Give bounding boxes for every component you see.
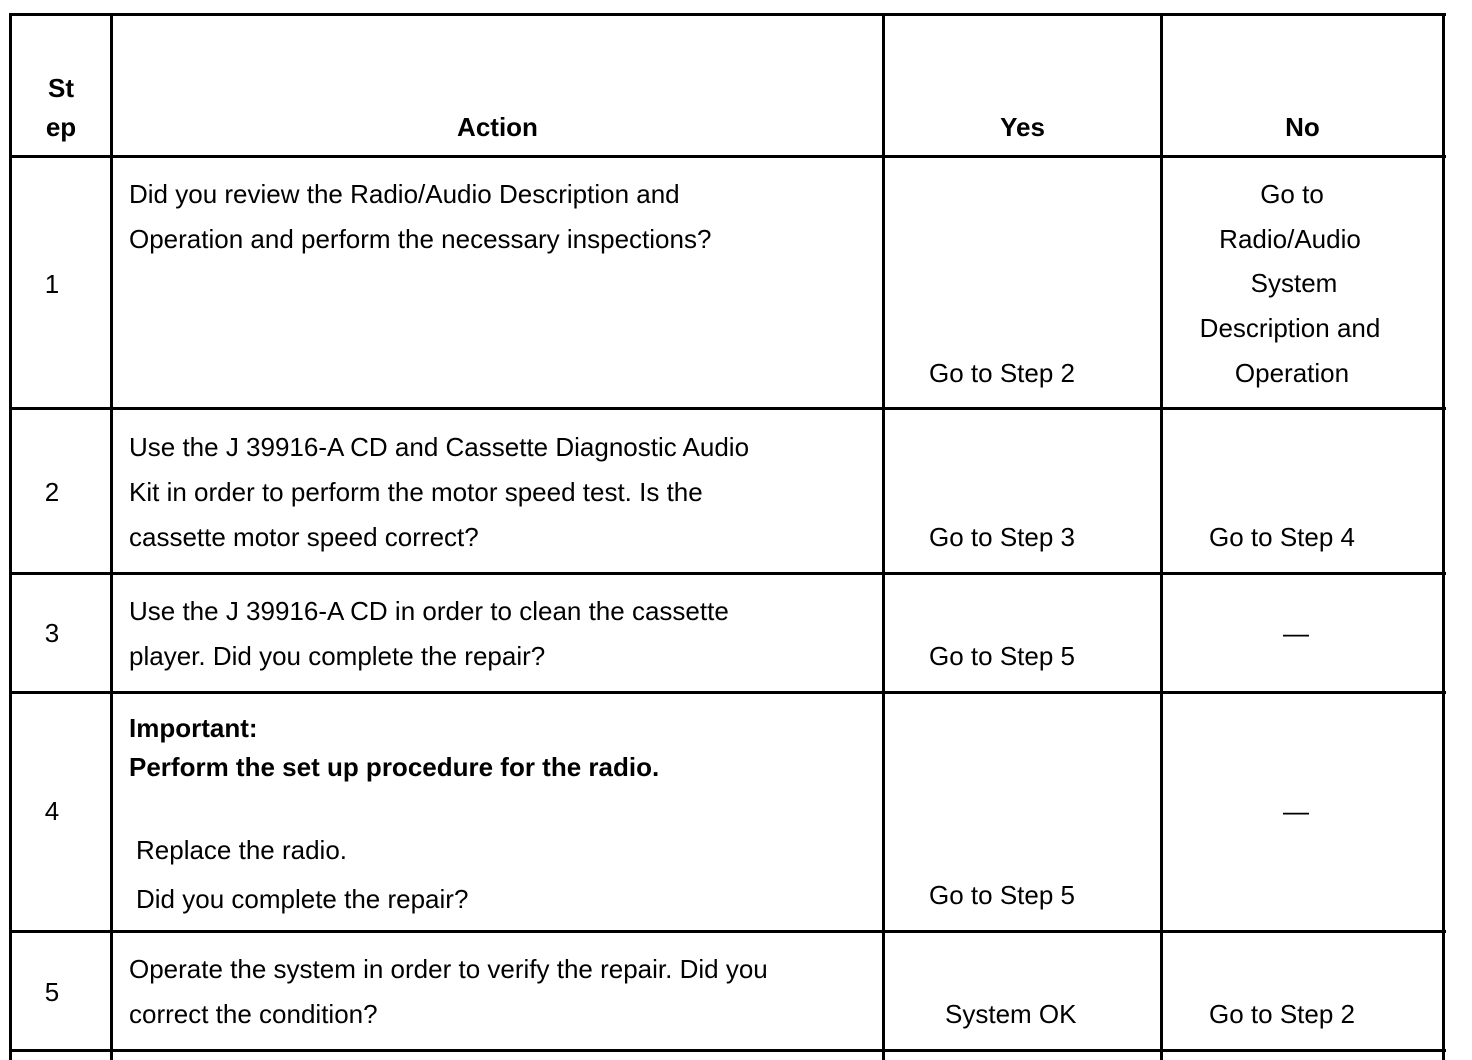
action-text: Did you review the Radio/Audio Description and: [129, 179, 680, 209]
important-label: Important:: [129, 713, 258, 743]
header-step-line2: ep: [45, 112, 77, 142]
action-text: Use the J 39916-A CD in order to clean the cassette: [129, 596, 729, 626]
yes-result: System OK: [945, 999, 1077, 1029]
header-yes: Yes: [1000, 112, 1045, 142]
yes-result: Go to Step 2: [929, 358, 1075, 388]
action-text: Operate the system in order to verify the repair. Did you: [129, 954, 768, 984]
row-divider-4: [9, 930, 1446, 933]
header-step-line1: St: [48, 73, 74, 103]
step-number: 1: [44, 269, 60, 299]
header-action: Action: [457, 112, 538, 142]
row-divider-2: [9, 572, 1446, 575]
action-text: cassette motor speed correct?: [129, 522, 479, 552]
action-text: player. Did you complete the repair?: [129, 641, 546, 671]
action-text: Use the J 39916-A CD and Cassette Diagnostic Audio: [129, 432, 750, 462]
action-text: Did you complete the repair?: [136, 884, 469, 914]
no-result: Description and: [1199, 313, 1381, 343]
header-no: No: [1285, 112, 1320, 142]
no-result: Radio/Audio: [1219, 224, 1361, 254]
yes-result: Go to Step 3: [929, 522, 1075, 552]
no-result: Go to: [1260, 179, 1324, 209]
step-number: 2: [44, 477, 60, 507]
action-text: correct the condition?: [129, 999, 378, 1029]
row-divider-1: [9, 407, 1446, 410]
no-result: —: [1283, 618, 1309, 648]
action-text: Kit in order to perform the motor speed test. Is the: [129, 477, 703, 507]
important-text: Perform the set up procedure for the radio.: [129, 752, 660, 782]
no-result: Go to Step 4: [1209, 522, 1355, 552]
action-text: Operation and perform the necessary inspections?: [129, 224, 712, 254]
no-result: Operation: [1234, 358, 1350, 388]
step-number: 5: [44, 977, 60, 1007]
no-result: —: [1283, 796, 1309, 826]
step-number: 3: [44, 618, 60, 648]
no-result: Go to Step 2: [1209, 999, 1355, 1029]
column-divider-step: [110, 13, 113, 1060]
row-divider-header: [9, 155, 1446, 158]
table-border-right: [1442, 13, 1445, 1060]
table-border-left: [9, 13, 12, 1060]
yes-result: Go to Step 5: [929, 880, 1075, 910]
no-result: System: [1250, 268, 1338, 298]
yes-result: Go to Step 5: [929, 641, 1075, 671]
action-text: Replace the radio.: [136, 835, 348, 865]
table-border-bottom: [9, 1049, 1446, 1052]
column-divider-action: [882, 13, 885, 1060]
step-number: 4: [44, 796, 60, 826]
table-border-top: [9, 13, 1446, 16]
row-divider-3: [9, 691, 1446, 694]
column-divider-yes: [1160, 13, 1163, 1060]
